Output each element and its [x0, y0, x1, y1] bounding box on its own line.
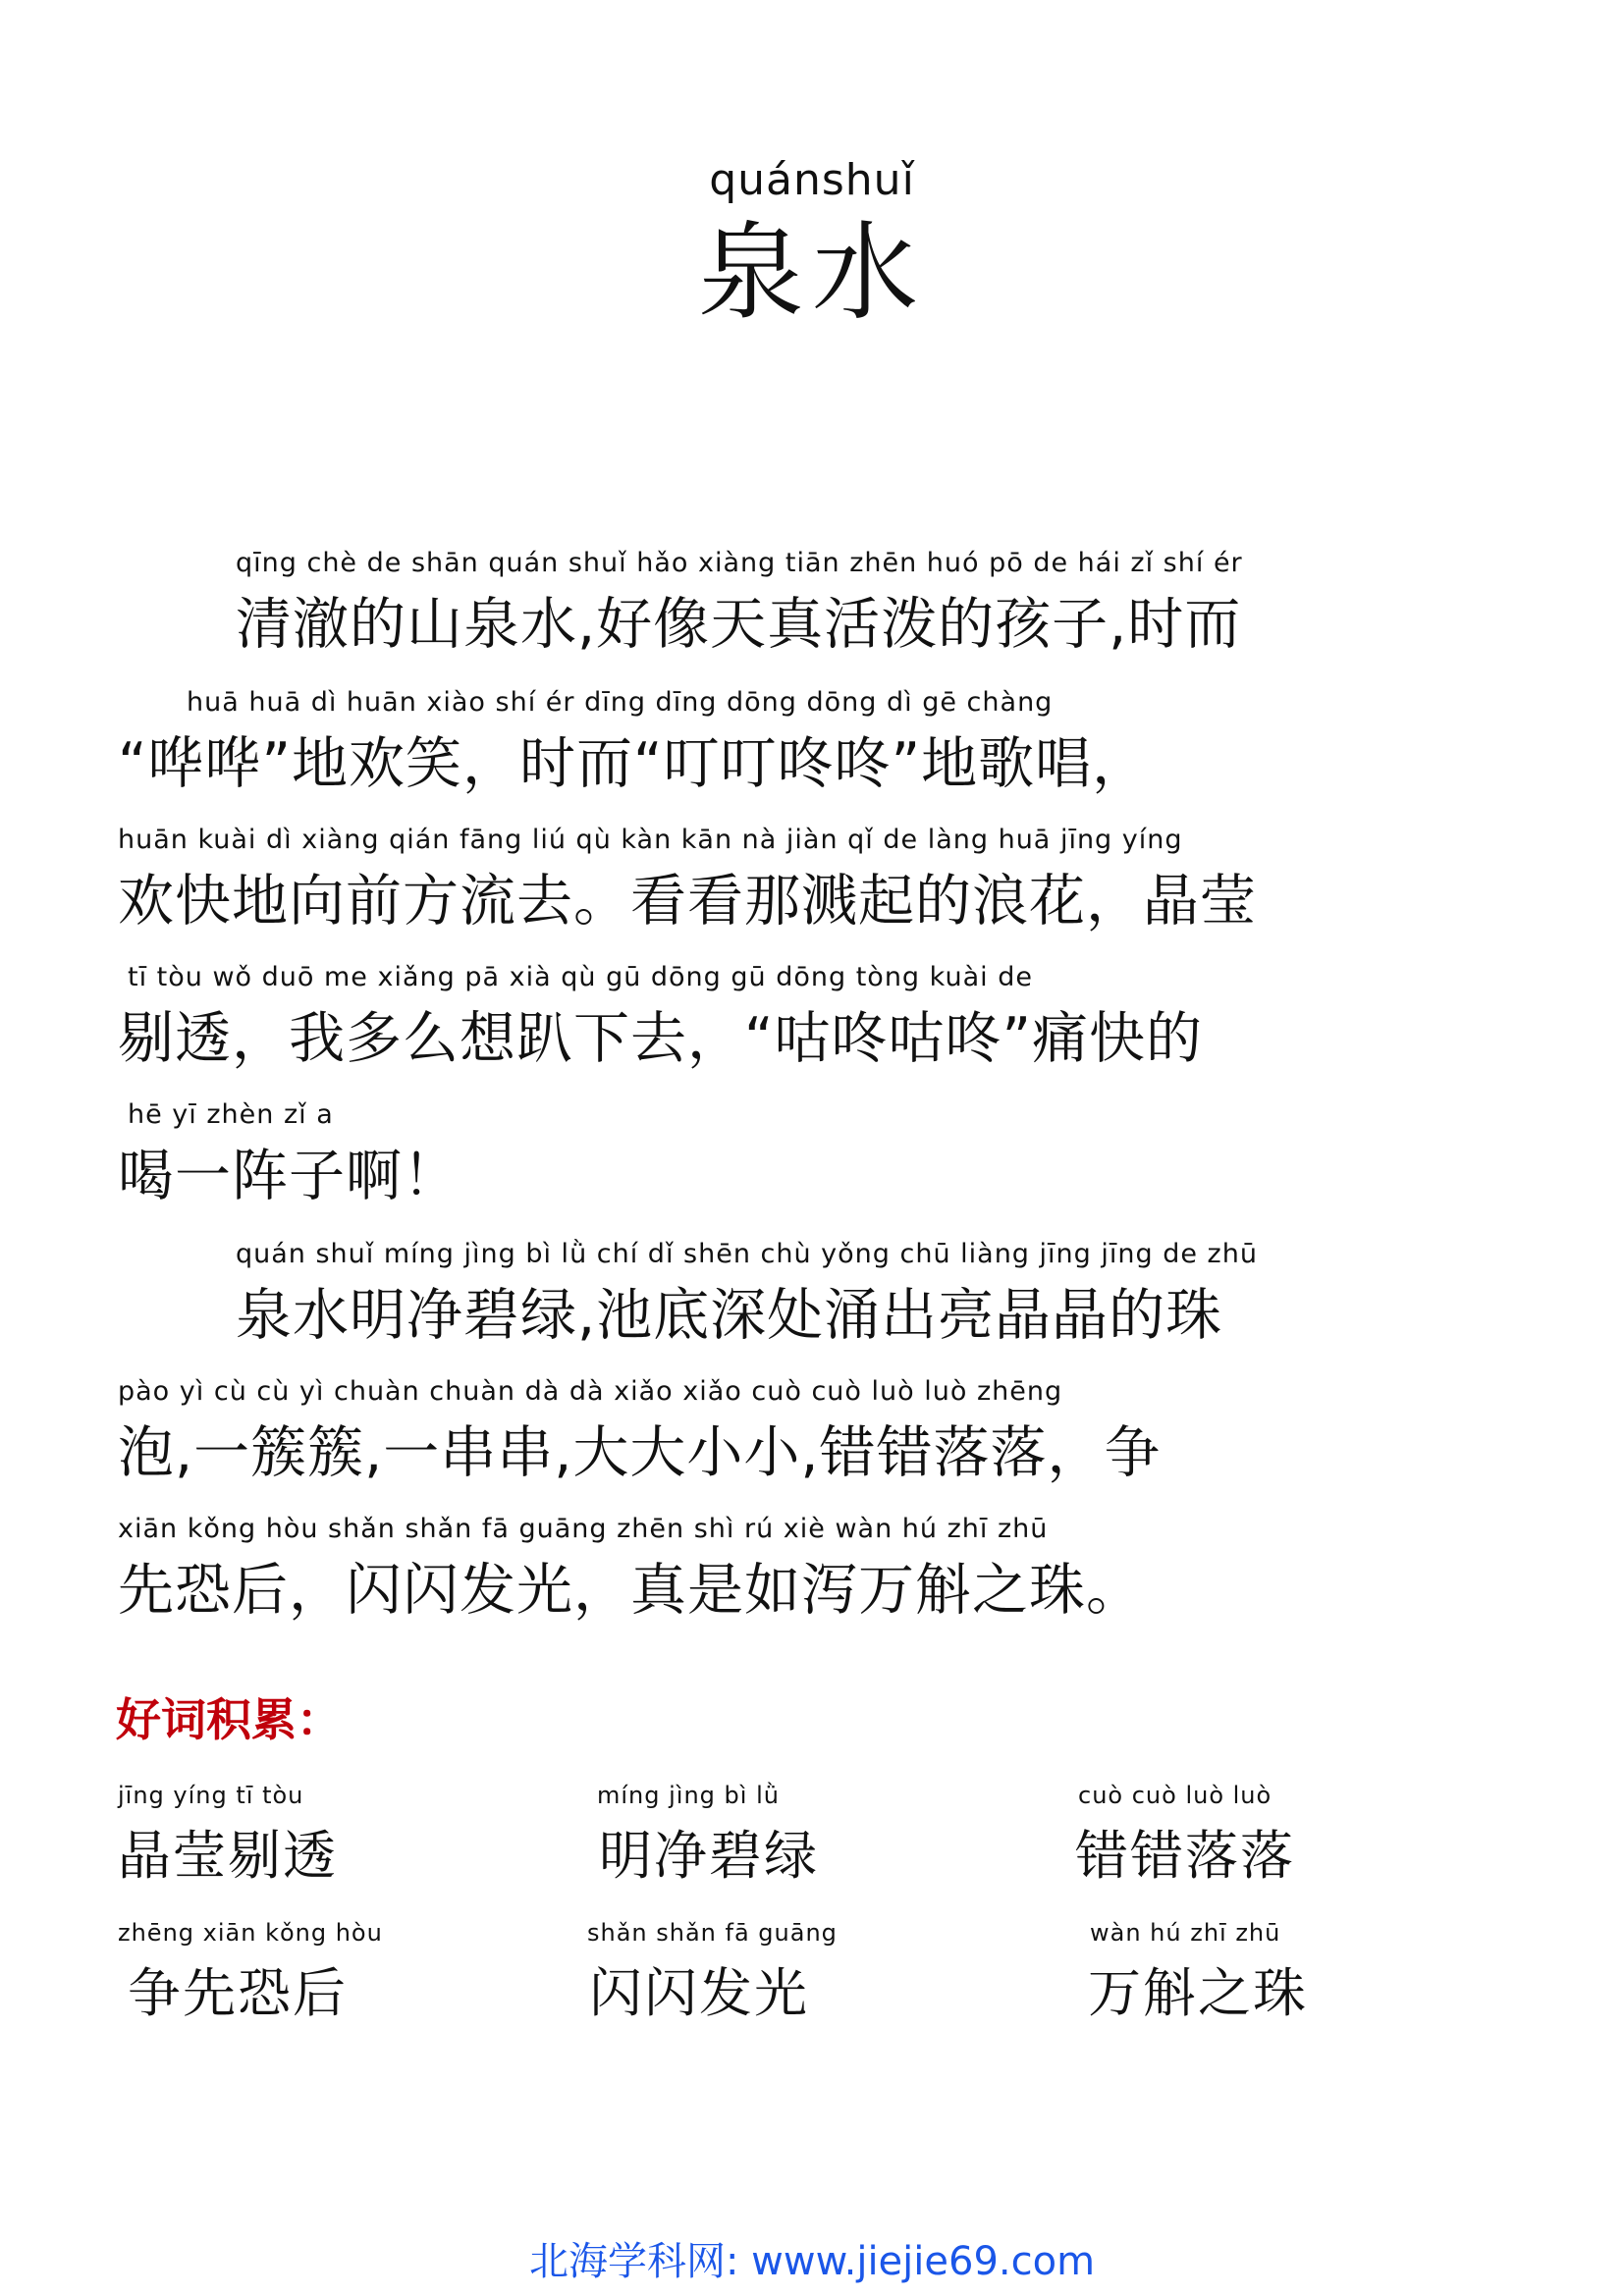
pinyin-line: huān kuài dì xiàng qián fāng liú qù kàn kān nà jiàn qǐ de làng huā jīng yíng — [118, 825, 1183, 855]
pinyin-line: qīng chè de shān quán shuǐ hǎo xiàng tiān zhēn huó pō de hái zǐ shí ér — [236, 548, 1243, 578]
pinyin-line: huā huā dì huān xiào shí ér dīng dīng dōng dōng dì gē chàng — [187, 687, 1054, 718]
text-line: 欢快地向前方流去。看看那溅起的浪花，晶莹 — [118, 869, 1257, 934]
word-pinyin: zhēng xiān kǒng hòu — [118, 1919, 383, 1947]
pinyin-line: hē yī zhèn zǐ a — [128, 1099, 334, 1130]
vocab-word: 晶莹剔透 — [118, 1825, 338, 1887]
word-pinyin: shǎn shǎn fā guāng — [587, 1919, 838, 1947]
word-pinyin: wàn hú zhī zhū — [1090, 1919, 1281, 1947]
text-line: 先恐后，闪闪发光，真是如泻万斛之珠。 — [118, 1558, 1143, 1623]
vocab-word: 万斛之珠 — [1088, 1962, 1308, 2024]
text-line: 泉水明净碧绿,池底深处涌出亮晶晶的珠 — [236, 1283, 1223, 1348]
text-line: 剔透，我多么想趴下去，“咕咚咕咚”痛快的 — [118, 1006, 1204, 1071]
section-heading: 好词积累： — [116, 1693, 342, 1746]
vocab-word: 错错落落 — [1075, 1825, 1295, 1887]
word-pinyin: cuò cuò luò luò — [1078, 1782, 1272, 1809]
vocab-word: 闪闪发光 — [589, 1962, 809, 2024]
vocab-word: 争先恐后 — [128, 1962, 348, 2024]
pinyin-line: tī tòu wǒ duō me xiǎng pā xià qù gū dōng gū dōng tòng kuài de — [128, 962, 1033, 992]
word-pinyin: míng jìng bì lǜ — [597, 1782, 780, 1809]
footer-link[interactable]: 北海学科网: www.jiejie69.com — [528, 2239, 1096, 2284]
pinyin-line: xiān kǒng hòu shǎn shǎn fā guāng zhēn shì rú xiè wàn hú zhī zhū — [118, 1514, 1049, 1544]
text-line: 清澈的山泉水,好像天真活泼的孩子,时而 — [236, 592, 1242, 657]
text-line: 泡,一簇簇,一串串,大大小小,错错落落，争 — [118, 1420, 1162, 1485]
page-title: 泉水 — [697, 212, 926, 335]
title-pinyin: quánshuǐ — [709, 155, 915, 205]
pinyin-line: pào yì cù cù yì chuàn chuàn dà dà xiǎo xiǎo cuò cuò luò luò zhēng — [118, 1376, 1063, 1407]
word-pinyin: jīng yíng tī tòu — [118, 1782, 304, 1809]
text-line: “哗哗”地欢笑，时而“叮叮咚咚”地歌唱， — [118, 731, 1150, 796]
text-line: 喝一阵子啊！ — [118, 1144, 460, 1208]
pinyin-line: quán shuǐ míng jìng bì lǜ chí dǐ shēn chù yǒng chū liàng jīng jīng de zhū — [236, 1239, 1258, 1269]
vocab-word: 明净碧绿 — [599, 1825, 819, 1887]
